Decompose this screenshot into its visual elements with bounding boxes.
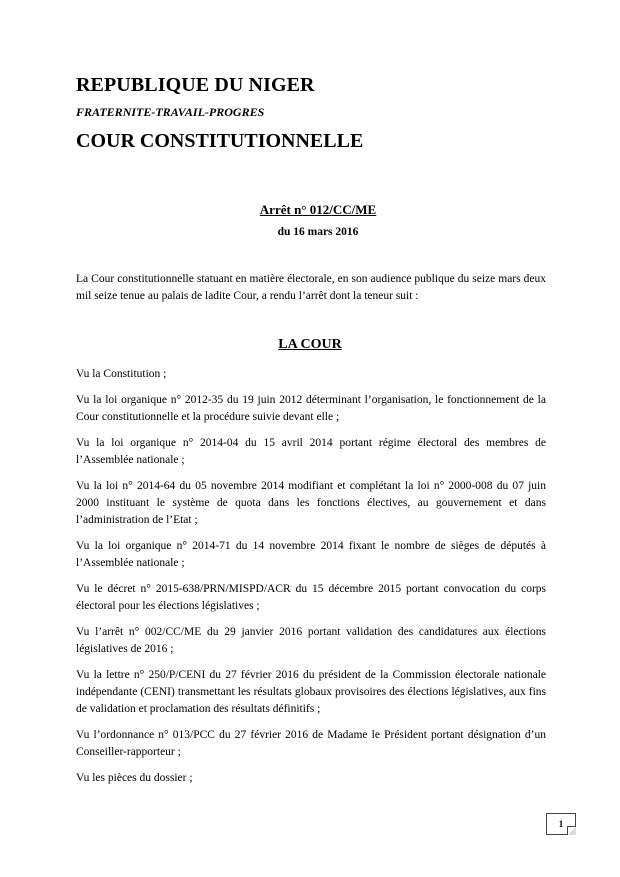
visa-item: Vu l’arrêt n° 002/CC/ME du 29 janvier 2016 portant validation des candidatures aux élections législatives de 2016 ; <box>76 626 546 655</box>
page-number: 1 <box>558 819 564 829</box>
section-title: LA COUR <box>278 337 342 352</box>
visa-item: Vu la lettre n° 250/P/CENI du 27 février 2016 du président de la Commission électorale nationale indépendante (CENI) transmettant les résultats globaux provisoires des élections législatives, aux fins de validation et proclamation des résultats définitifs ; <box>76 669 546 715</box>
intro-paragraph: La Cour constitutionnelle statuant en matière électorale, en son audience publique du seize mars deux mil seize tenue au palais de ladite Cour, a rendu l’arrêt dont la teneur suit : <box>76 273 546 302</box>
visa-item: Vu la Constitution ; <box>76 368 167 380</box>
visa-item: Vu le décret n° 2015-638/PRN/MISPD/ACR du 15 décembre 2015 portant convocation du corps électoral pour les élections législatives ; <box>76 583 546 612</box>
visa-item: Vu l’ordonnance n° 013/PCC du 27 février 2016 de Madame le Président portant désignation d’un Conseiller-rapporteur ; <box>76 729 546 758</box>
visa-item: Vu la loi organique n° 2012-35 du 19 juin 2012 déterminant l’organisation, le fonctionnement de la Cour constitutionnelle et la procédure suivie devant elle ; <box>76 394 546 423</box>
decision-date: du 16 mars 2016 <box>277 226 359 238</box>
republic-heading: REPUBLIQUE DU NIGER <box>76 74 315 96</box>
visa-item: Vu la loi organique n° 2014-04 du 15 avril 2014 portant régime électoral des membres de l’Assemblée nationale ; <box>76 437 546 466</box>
decision-number: Arrêt n° 012/CC/ME <box>259 202 377 217</box>
court-heading: COUR CONSTITUTIONNELLE <box>76 130 364 152</box>
page-curl-icon <box>567 826 576 835</box>
visa-list <box>76 366 546 796</box>
visa-item: Vu les pièces du dossier ; <box>76 772 193 784</box>
national-motto: FRATERNITE-TRAVAIL-PROGRES <box>76 105 265 119</box>
page-number-box <box>546 813 576 835</box>
visa-item: Vu la loi organique n° 2014-71 du 14 novembre 2014 fixant le nombre de sièges de députés à l’Assemblée nationale ; <box>76 540 546 569</box>
visa-item: Vu la loi n° 2014-64 du 05 novembre 2014 modifiant et complétant la loi n° 2000-008 du 07 juin 2000 instituant le système de quota dans les fonctions électives, au gouvernement et dans l’administration de l’Etat ; <box>76 480 546 526</box>
